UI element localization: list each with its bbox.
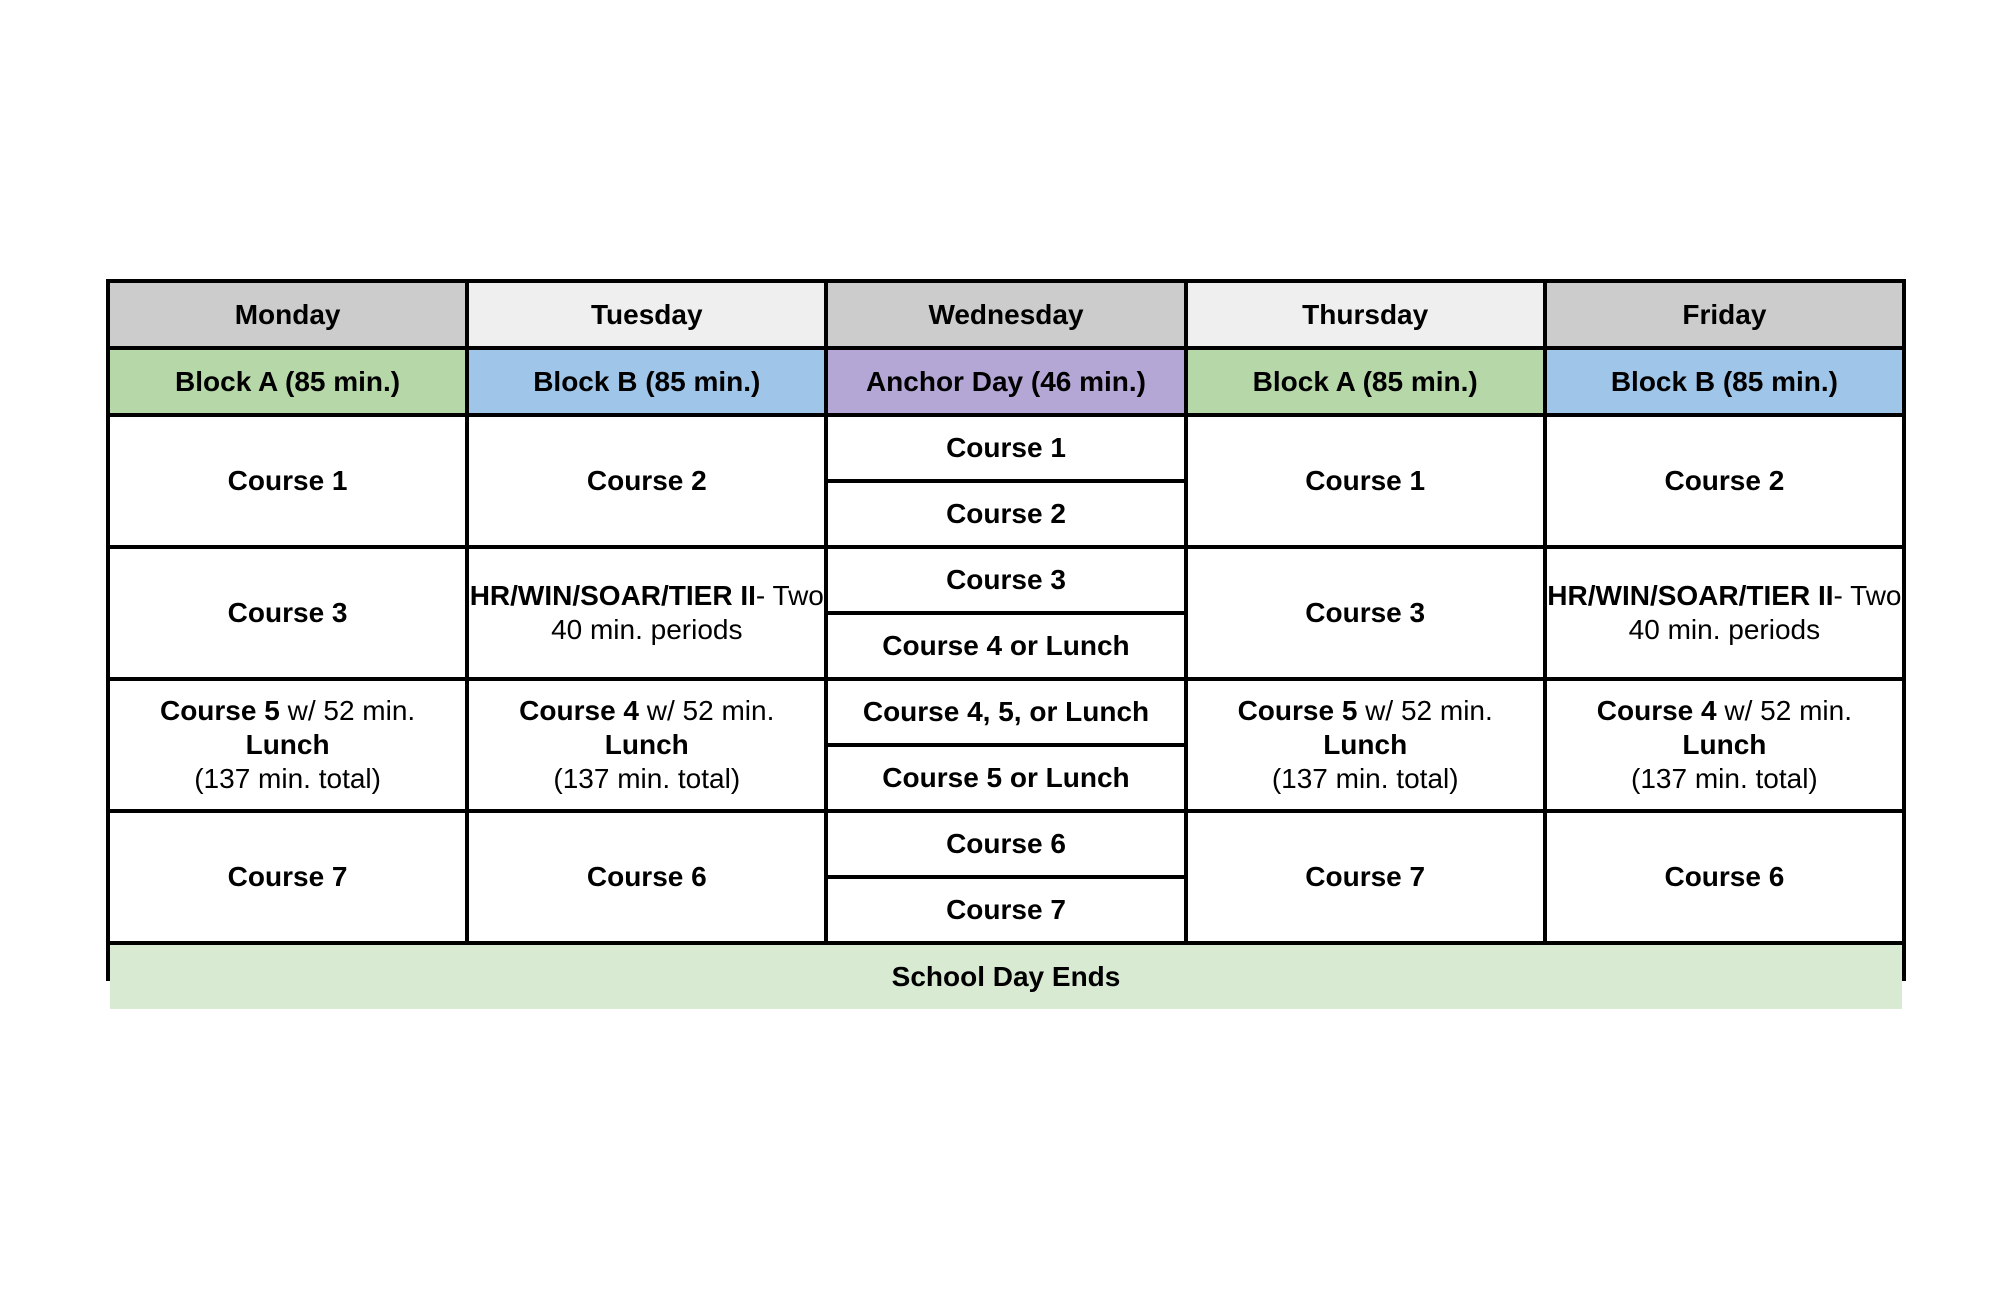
friday-row2-sub: - Two 40 min. periods bbox=[1628, 580, 1902, 645]
thursday-row3-with: w/ 52 min. bbox=[1357, 695, 1493, 726]
wednesday-row3-bottom: Course 5 or Lunch bbox=[828, 747, 1183, 809]
monday-row3-with: w/ 52 min. bbox=[279, 695, 416, 726]
friday-row3-with: w/ 52 min. bbox=[1716, 695, 1852, 726]
wednesday-row3-top: Course 4, 5, or Lunch bbox=[828, 681, 1183, 743]
cell-friday-row3 bbox=[1547, 681, 1902, 809]
tuesday-row3-course: Course 4 bbox=[519, 695, 639, 726]
tuesday-row3-total: (137 min. total) bbox=[553, 763, 741, 794]
wednesday-row4-bottom: Course 7 bbox=[828, 879, 1183, 941]
wednesday-row2-bottom: Course 4 or Lunch bbox=[828, 615, 1183, 677]
wednesday-row1-top: Course 1 bbox=[828, 417, 1183, 479]
monday-row3-total: (137 min. total) bbox=[194, 763, 381, 794]
wednesday-row1-bottom: Course 2 bbox=[828, 483, 1183, 545]
tuesday-row2-sub: - Two 40 min. periods bbox=[551, 580, 824, 645]
cell-monday-row2: Course 3 bbox=[110, 549, 465, 677]
cell-tuesday-row4: Course 6 bbox=[469, 813, 824, 941]
cell-wednesday-row3 bbox=[828, 681, 1183, 809]
cell-monday-row3 bbox=[110, 681, 465, 809]
wednesday-row2-top: Course 3 bbox=[828, 549, 1183, 611]
cell-friday-row1: Course 2 bbox=[1547, 417, 1902, 545]
cell-wednesday-row4 bbox=[828, 813, 1183, 941]
friday-row3-lunch: Lunch bbox=[1682, 729, 1767, 760]
header-thursday: Thursday bbox=[1188, 283, 1543, 346]
block-wednesday: Anchor Day (46 min.) bbox=[828, 350, 1183, 413]
tuesday-row3-lunch: Lunch bbox=[604, 729, 689, 760]
thursday-row3-total: (137 min. total) bbox=[1271, 763, 1459, 794]
cell-monday-row4: Course 7 bbox=[110, 813, 465, 941]
block-monday: Block A (85 min.) bbox=[110, 350, 465, 413]
block-friday: Block B (85 min.) bbox=[1547, 350, 1902, 413]
tuesday-row2-title: HR/WIN/SOAR/TIER II bbox=[469, 580, 756, 611]
block-tuesday: Block B (85 min.) bbox=[469, 350, 824, 413]
cell-thursday-row3 bbox=[1188, 681, 1543, 809]
thursday-row3-lunch: Lunch bbox=[1323, 729, 1408, 760]
header-monday: Monday bbox=[110, 283, 465, 346]
monday-row3-course: Course 5 bbox=[159, 695, 280, 726]
header-tuesday: Tuesday bbox=[469, 283, 824, 346]
tuesday-row3-with: w/ 52 min. bbox=[639, 695, 775, 726]
friday-row3-total: (137 min. total) bbox=[1631, 763, 1818, 794]
cell-tuesday-row2 bbox=[469, 549, 824, 677]
friday-row2-title: HR/WIN/SOAR/TIER II bbox=[1547, 580, 1834, 611]
block-thursday: Block A (85 min.) bbox=[1188, 350, 1543, 413]
schedule-table bbox=[106, 279, 1906, 992]
cell-wednesday-row1 bbox=[828, 417, 1183, 545]
header-wednesday: Wednesday bbox=[828, 283, 1183, 346]
friday-row3-course: Course 4 bbox=[1596, 695, 1717, 726]
monday-row3-lunch: Lunch bbox=[245, 729, 330, 760]
cell-friday-row2 bbox=[1547, 549, 1902, 677]
cell-friday-row4: Course 6 bbox=[1547, 813, 1902, 941]
cell-tuesday-row3 bbox=[469, 681, 824, 809]
cell-thursday-row1: Course 1 bbox=[1188, 417, 1543, 545]
thursday-row3-course: Course 5 bbox=[1237, 695, 1358, 726]
cell-monday-row1: Course 1 bbox=[110, 417, 465, 545]
school-day-ends-banner: School Day Ends bbox=[110, 945, 1902, 1009]
cell-wednesday-row2 bbox=[828, 549, 1183, 677]
cell-thursday-row2: Course 3 bbox=[1188, 549, 1543, 677]
wednesday-row4-top: Course 6 bbox=[828, 813, 1183, 875]
cell-tuesday-row1: Course 2 bbox=[469, 417, 824, 545]
cell-thursday-row4: Course 7 bbox=[1188, 813, 1543, 941]
header-friday: Friday bbox=[1547, 283, 1902, 346]
